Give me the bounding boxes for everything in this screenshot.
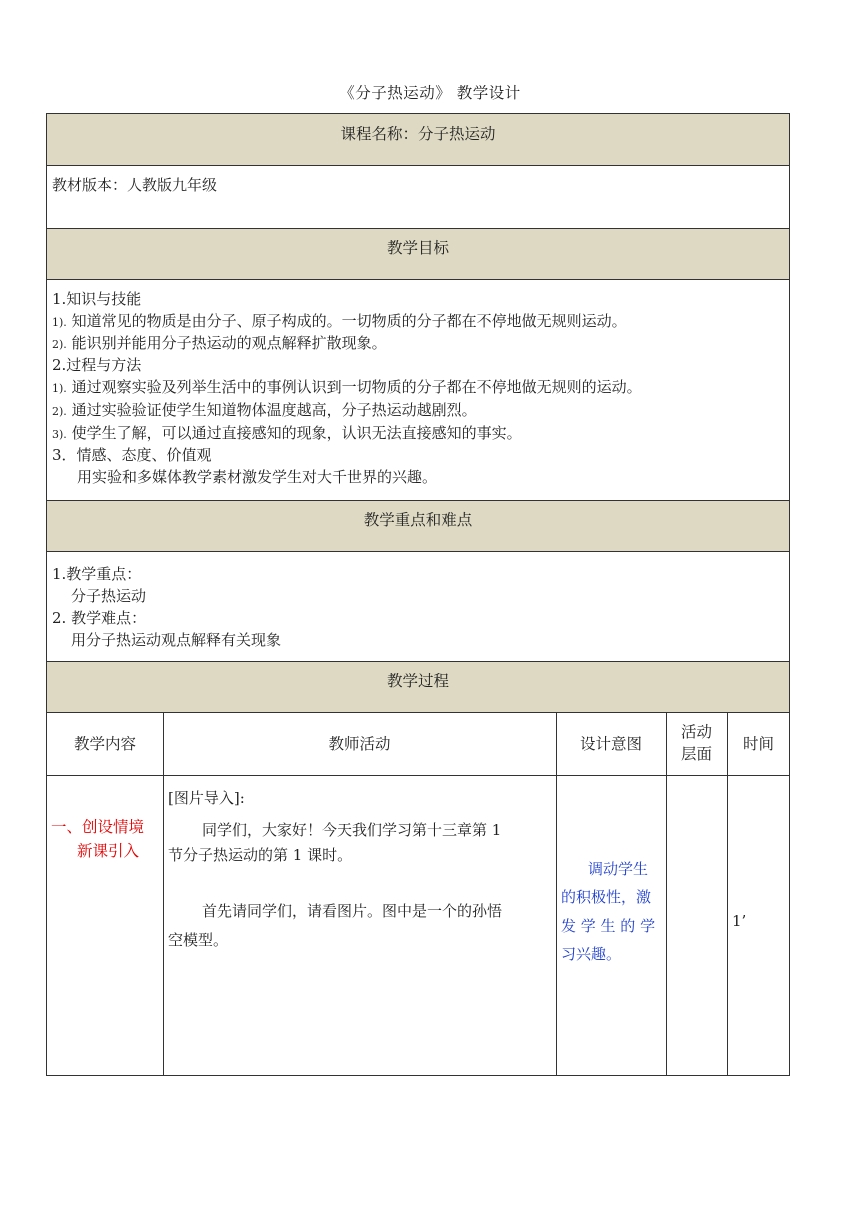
goal-item xyxy=(52,332,387,353)
textbook-edition: 教材版本：人教版九年级 xyxy=(52,176,218,194)
row-content-title: 一、创设情境 xyxy=(51,818,145,836)
design-intent-text: 发 学 生 的 学 xyxy=(561,917,656,935)
column-divider xyxy=(556,712,557,1076)
column-divider xyxy=(666,712,667,1076)
goal-category: 3．情感、态度、价值观 xyxy=(52,446,212,464)
difficulty-text: 用分子热运动观点解释有关现象 xyxy=(71,631,282,649)
time-value: 1’ xyxy=(732,912,747,930)
goal-item-text: 通过观察实验及列举生活中的事例认识到一切物质的分子都在不停地做无规则的运动。 xyxy=(71,378,642,396)
goal-item-text: 用实验和多媒体教学素材激发学生对大千世界的兴趣。 xyxy=(77,468,438,486)
row-divider xyxy=(47,165,789,166)
column-divider xyxy=(163,712,164,1076)
goal-item-number: 2). xyxy=(52,405,67,418)
goal-item-number: 1). xyxy=(52,382,67,395)
goal-item-number: 3). xyxy=(52,428,67,441)
goal-item-number: 1). xyxy=(52,316,67,329)
goal-item-text: 使学生了解，可以通过直接感知的现象，认识无法直接感知的事实。 xyxy=(71,424,522,442)
goal-item-text: 知道常见的物质是由分子、原子构成的。一切物质的分子都在不停地做无规则运动。 xyxy=(71,312,627,330)
row-divider xyxy=(47,500,789,501)
row-divider xyxy=(47,712,789,713)
design-intent-text: 习兴趣。 xyxy=(561,945,622,963)
teacher-activity-text: 空模型。 xyxy=(168,931,229,949)
column-divider xyxy=(727,712,728,1076)
column-header-level-line: 活动 xyxy=(680,723,712,741)
column-header-content: 教学内容 xyxy=(73,735,136,753)
goal-category: 1.知识与技能 xyxy=(52,290,142,308)
key-point-text: 分子热运动 xyxy=(71,587,147,605)
row-content-subtitle: 新课引入 xyxy=(77,842,140,860)
document-title: 《分子热运动》 教学设计 xyxy=(339,84,521,102)
column-header-time: 时间 xyxy=(742,735,774,753)
goal-item xyxy=(52,376,642,397)
column-header-level-line: 层面 xyxy=(680,745,712,763)
row-divider xyxy=(47,775,789,776)
column-header-intent: 设计意图 xyxy=(579,735,642,753)
lesson-plan-table xyxy=(46,113,790,1076)
design-intent-text: 调动学生 xyxy=(588,860,649,878)
goal-item-text: 能识别并能用分子热运动的观点解释扩散现象。 xyxy=(71,334,387,352)
row-divider xyxy=(47,279,789,280)
teacher-activity-label: [图片导入]: xyxy=(168,789,245,807)
teacher-activity-text: 首先请同学们，请看图片。图中是一个的孙悟 xyxy=(202,902,503,920)
goal-item xyxy=(52,422,522,443)
goals-heading: 教学目标 xyxy=(386,239,449,257)
column-header-level xyxy=(666,721,727,765)
column-header-teacher: 教师活动 xyxy=(328,735,391,753)
design-intent-text: 的积极性，激 xyxy=(561,888,652,906)
key-points-heading: 教学重点和难点 xyxy=(363,511,473,529)
goal-item-number: 2). xyxy=(52,338,67,351)
goal-item xyxy=(52,399,477,420)
teacher-activity-text: 同学们，大家好！今天我们学习第十三章第 1 xyxy=(202,821,502,839)
goal-category: 2.过程与方法 xyxy=(52,356,142,374)
process-heading: 教学过程 xyxy=(386,672,449,690)
key-point-label: 1.教学重点： xyxy=(52,565,142,583)
row-divider xyxy=(47,661,789,662)
goal-item-text: 通过实验验证使学生知道物体温度越高，分子热运动越剧烈。 xyxy=(71,401,477,419)
difficulty-label: 2. 教学难点： xyxy=(52,609,147,627)
teacher-activity-text: 节分子热运动的第 1 课时。 xyxy=(168,846,353,864)
goal-item xyxy=(52,310,627,331)
row-divider xyxy=(47,551,789,552)
course-name: 课程名称：分子热运动 xyxy=(340,125,496,143)
row-divider xyxy=(47,228,789,229)
